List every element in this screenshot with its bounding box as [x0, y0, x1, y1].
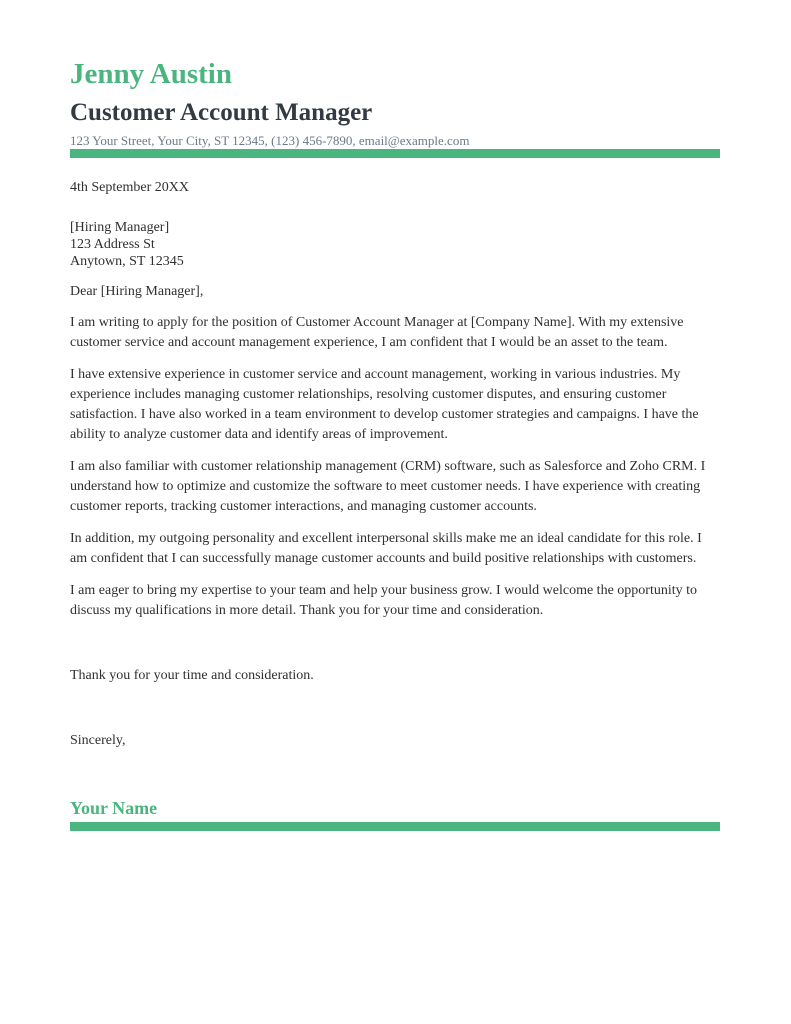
recipient-line: [Hiring Manager]: [70, 220, 170, 235]
greeting: Dear [Hiring Manager],: [70, 284, 204, 299]
footer-divider: [70, 822, 720, 831]
recipient-line: 123 Address St: [70, 237, 155, 252]
applicant-name: Jenny Austin: [70, 58, 232, 90]
body-paragraph: In addition, my outgoing personality and excellent interpersonal skills make me an ideal candidate for this role. I am confident that I can successfully manage customer accounts and build positive relationships with customers.: [70, 531, 702, 566]
letter-body: [70, 313, 718, 633]
contact-info: 123 Your Street, Your City, ST 12345, (123) 456-7890, email@example.com: [70, 133, 470, 148]
body-paragraph: I have extensive experience in customer service and account management, working in various industries. My experience includes managing customer relationships, resolving customer disputes, and ensuring customer satisfaction. I have also worked in a team environment to develop customer strategies and campaigns. I have the ability to analyze customer data and identify areas of improvement.: [70, 367, 699, 442]
body-paragraph: I am also familiar with customer relationship management (CRM) software, such as Salesforce and Zoho CRM. I understand how to optimize and customize the software to meet customer needs. I have experience with creating customer reports, tracking customer interactions, and managing customer accounts.: [70, 459, 706, 514]
signoff: Sincerely,: [70, 733, 126, 748]
job-title: Customer Account Manager: [70, 99, 373, 126]
body-paragraph: I am eager to bring my expertise to your team and help your business grow. I would welcome the opportunity to discuss my qualifications in more detail. Thank you for your time and consideration.: [70, 583, 697, 618]
recipient-address: [70, 219, 718, 270]
header-divider: [70, 149, 720, 158]
body-paragraph: I am writing to apply for the position of Customer Account Manager at [Company Name]. With my extensive customer service and account management experience, I am confident that I would be an asset to the team.: [70, 315, 684, 350]
closing-note: Thank you for your time and consideration.: [70, 668, 314, 683]
letter-date: 4th September 20XX: [70, 180, 189, 195]
recipient-line: Anytown, ST 12345: [70, 254, 184, 269]
signature-name: Your Name: [70, 798, 158, 818]
